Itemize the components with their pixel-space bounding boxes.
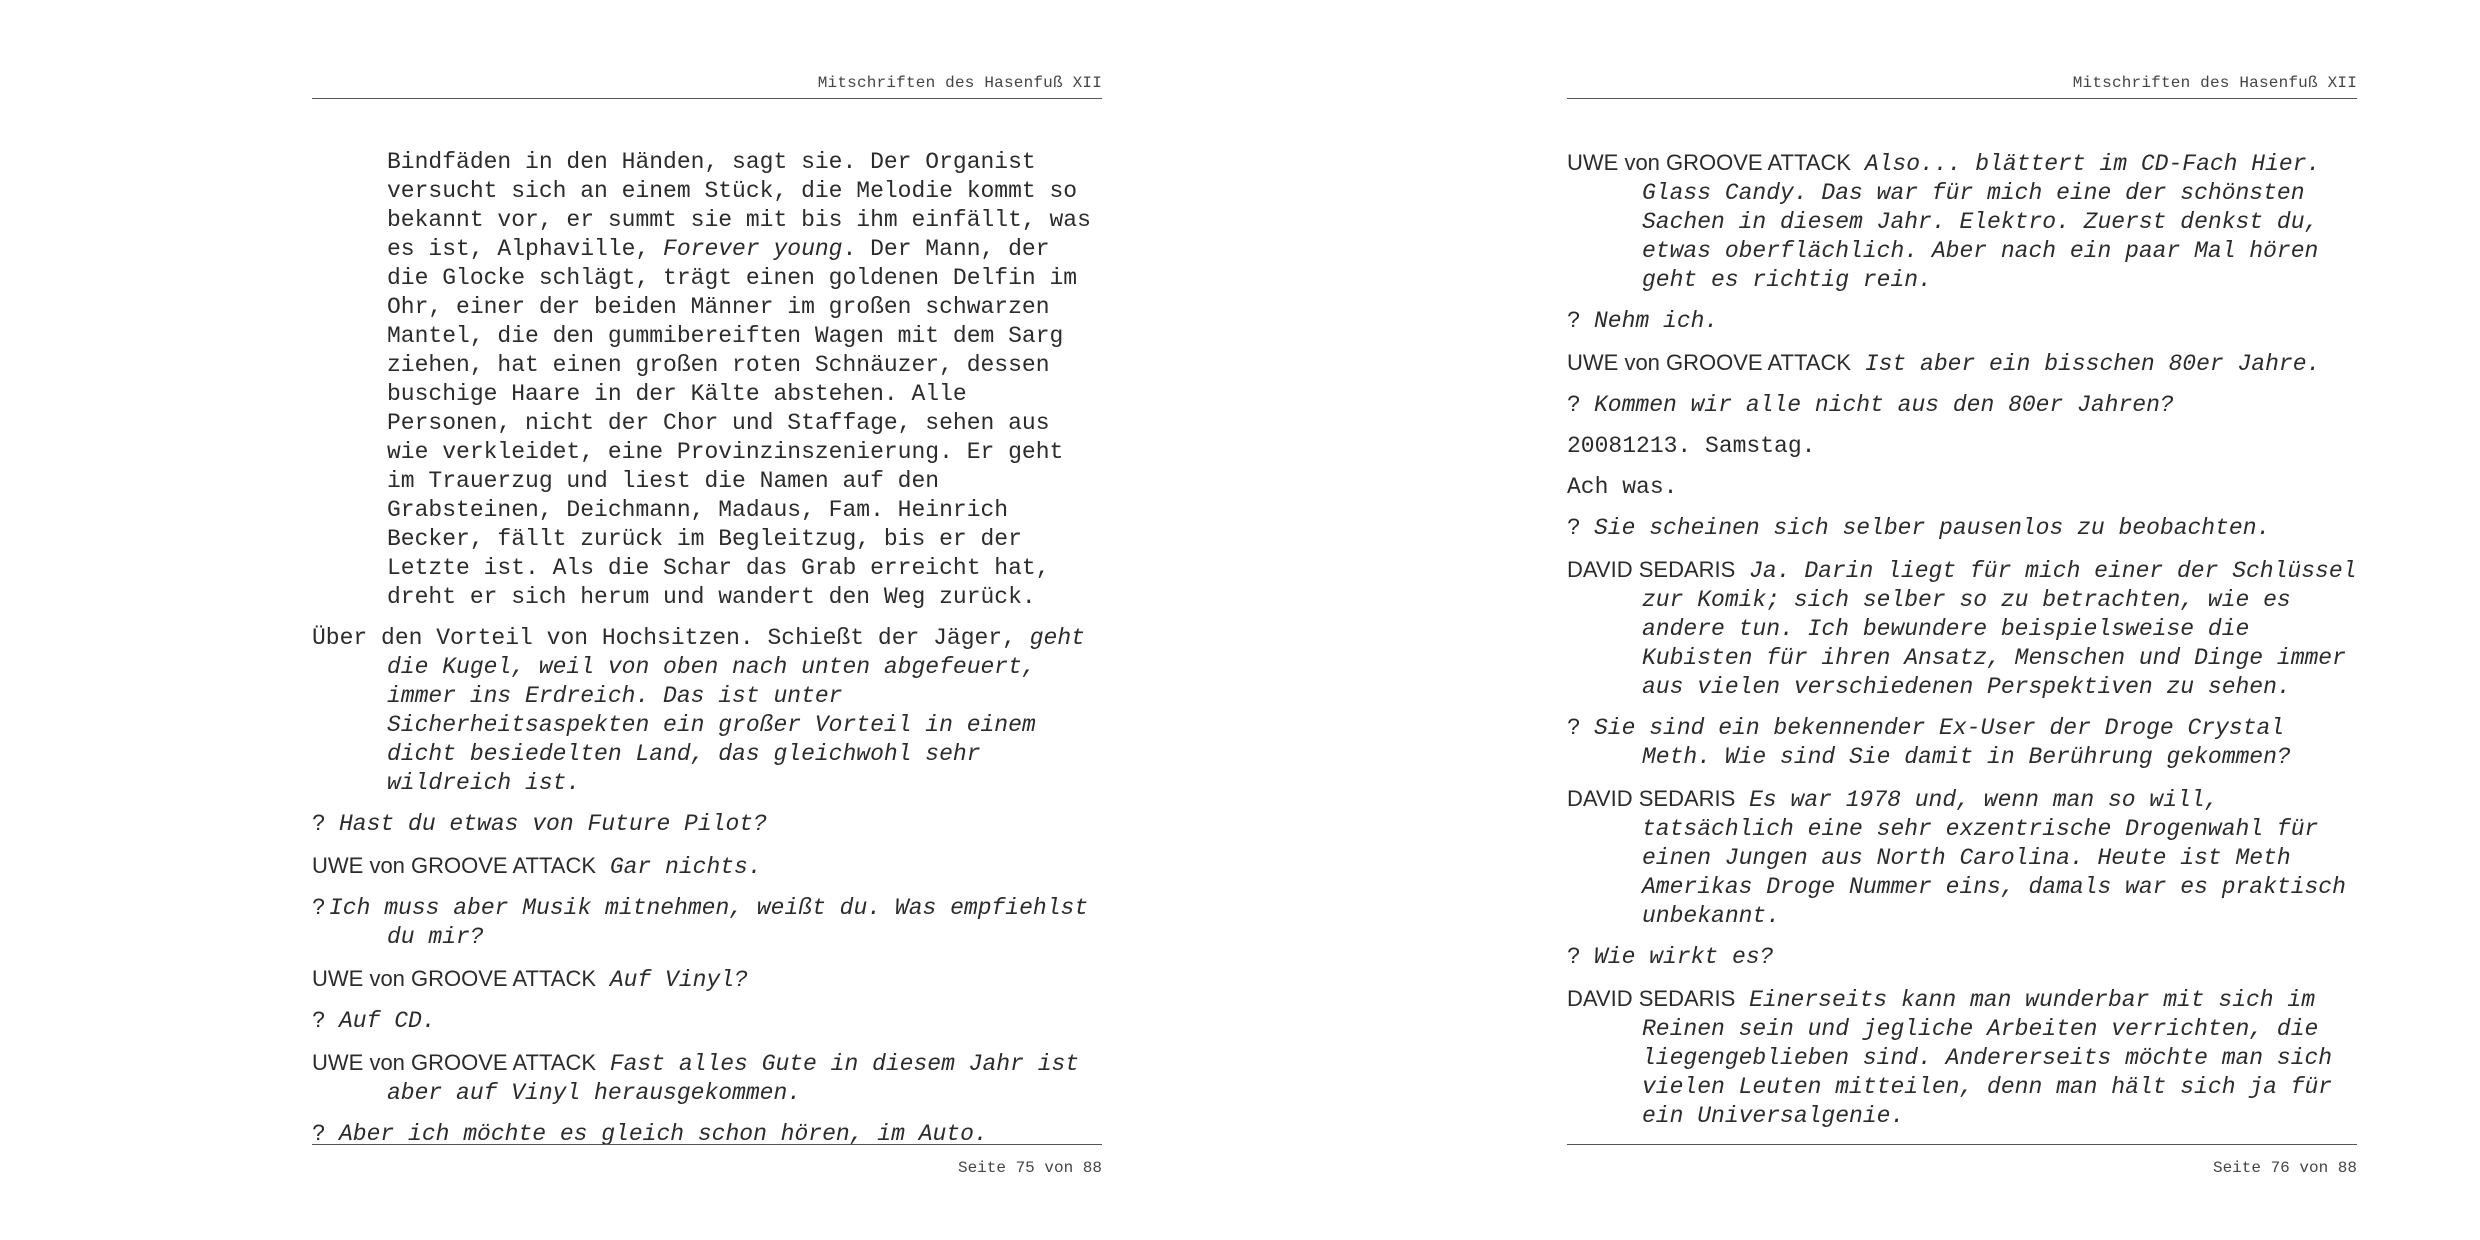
- question: [1567, 943, 2357, 972]
- answer-text: Fast alles Gute in diesem Jahr ist aber auf Vinyl herausgekommen.: [387, 1051, 1080, 1106]
- left-page: [312, 0, 1102, 1240]
- question-text: Hast du etwas von Future Pilot?: [339, 811, 767, 837]
- question: [1567, 307, 2357, 336]
- answer-text: Hier. Glass Candy. Das war für mich eine der schönsten Sachen in diesem Jahr. Elektro. Zuerst denkst du, etwas oberflächlich. Aber nach ein paar Mal hören geht es richtig rein.: [1642, 151, 2321, 293]
- speaker-name: UWE von GROOVE ATTACK: [312, 966, 597, 991]
- paragraph: [312, 624, 1102, 798]
- question-text: Sie scheinen sich selber pausenlos zu beobachten.: [1594, 515, 2271, 541]
- question-mark: ?: [1567, 944, 1581, 970]
- speaker-name: UWE von GROOVE ATTACK: [1567, 150, 1852, 175]
- page-number: Seite 75 von 88: [957, 1159, 1102, 1177]
- answer: [312, 851, 1102, 882]
- answer-text: Ja. Darin liegt für mich einer der Schlüssel zur Komik; sich selber so zu betrachten, wie es andere tun. Ich bewundere beispielsweise die Kubisten für ihren Ansatz, Menschen und Dinge immer aus vielen verschiedenen Perspektiven zu sehen.: [1642, 558, 2357, 700]
- question-mark: ?: [1567, 515, 1581, 541]
- note: [1567, 473, 2357, 502]
- running-header: Mitschriften des Hasenfuß XII: [817, 74, 1102, 92]
- question: [312, 810, 1102, 839]
- speaker-name: DAVID SEDARIS: [1567, 986, 1736, 1011]
- answer: [1567, 984, 2357, 1131]
- question: [1567, 391, 2357, 420]
- page-number: Seite 76 von 88: [2212, 1159, 2357, 1177]
- note-text: Ach was.: [1567, 474, 1678, 500]
- question-text: Sie sind ein bekennender Ex-User der Droge Crystal Meth. Wie sind Sie damit in Berührung gekommen?: [1594, 715, 2291, 770]
- answer-text: Ist aber ein bisschen 80er Jahre.: [1864, 351, 2321, 377]
- page-body: [1567, 148, 2357, 1143]
- question-mark: ?: [1567, 715, 1581, 741]
- question-mark: ?: [1567, 308, 1581, 334]
- date-entry: [1567, 432, 2357, 461]
- speaker-name: UWE von GROOVE ATTACK: [312, 853, 597, 878]
- answer-text: Also... blättert im CD-Fach: [1864, 151, 2252, 177]
- running-header: Mitschriften des Hasenfuß XII: [2072, 74, 2357, 92]
- speaker-name: UWE von GROOVE ATTACK: [1567, 350, 1852, 375]
- speaker-name: DAVID SEDARIS: [1567, 557, 1736, 582]
- page-body: [312, 148, 1102, 1161]
- question-text: Auf CD.: [339, 1008, 436, 1034]
- answer: [312, 1048, 1102, 1108]
- question-mark: ?: [312, 1008, 326, 1034]
- paragraph-text: . Der Mann, der die Glocke schlägt, trägt einen goldenen Delfin im Ohr, einer der beiden Männer im großen schwarzen Mantel, die den gummibereiften Wagen mit dem Sarg ziehen, hat einen großen roten Schnäuzer, dessen buschige Haare in der Kälte abstehen. Alle Personen, nicht der Chor und Staffage, sehen aus wie verkleidet, eine Provinzinszenierung. Er geht im Trauerzug und liest die Namen auf den Grabsteinen, Deichmann, Madaus, Fam. Heinrich Becker, fällt zurück im Begleitzug, bis er der Letzte ist. Als die Schar das Grab erreicht hat, dreht er sich herum und wandert den Weg zurück.: [387, 236, 1078, 610]
- answer: [1567, 148, 2357, 295]
- speaker-name: DAVID SEDARIS: [1567, 786, 1736, 811]
- answer-text: Gar nichts.: [609, 854, 762, 880]
- question-mark: ?: [312, 895, 326, 921]
- header-rule: [312, 98, 1102, 99]
- answer-text: Es war 1978 und, wenn man so will, tatsächlich eine sehr exzentrische Drogenwahl für einen Jungen aus North Carolina. Heute ist Meth Amerikas Droge Nummer eins, damals war es praktisch unbekannt.: [1642, 787, 2346, 929]
- answer: [1567, 784, 2357, 931]
- question: [1567, 714, 2357, 772]
- song-title: Forever young: [663, 236, 843, 262]
- paragraph-text: Bindfäden in den Händen, sagt sie. Der Organist versucht sich an einem Stück, die Melodie kommt so bekannt vor, er summt sie mit bis ihm einfällt, was es ist, Alphaville,: [387, 149, 1091, 262]
- footer-rule: [312, 1144, 1102, 1145]
- question-text: Kommen wir alle nicht aus den 80er Jahren?: [1594, 392, 2174, 418]
- paragraph: [312, 148, 1102, 612]
- right-page: [1567, 0, 2357, 1240]
- answer-text: Einerseits kann man wunderbar mit sich im Reinen sein und jegliche Arbeiten verrichten, die liegengeblieben sind. Andererseits möchte man sich vielen Leuten mitteilen, denn man hält sich ja für ein Universalgenie.: [1642, 987, 2333, 1129]
- quote-text: geht die Kugel, weil von oben nach unten abgefeuert, immer ins Erdreich. Das ist unter Sicherheitsaspekten ein großer Vorteil in einem dicht besiedelten Land, das gleichwohl sehr wildreich ist.: [387, 625, 1085, 796]
- question-mark: ?: [1567, 392, 1581, 418]
- question: [312, 894, 1102, 952]
- question-text: Wie wirkt es?: [1594, 944, 1774, 970]
- question: [1567, 514, 2357, 543]
- header-rule: [1567, 98, 2357, 99]
- question-text: Ich muss aber Musik mitnehmen, weißt du. Was empfiehlst du mir?: [329, 895, 1089, 950]
- date-text: 20081213. Samstag.: [1567, 433, 1816, 459]
- question-text: Aber ich möchte es gleich schon hören, im Auto.: [339, 1121, 988, 1147]
- question-text: Nehm ich.: [1594, 308, 1719, 334]
- footer-rule: [1567, 1144, 2357, 1145]
- answer-text: Auf Vinyl?: [609, 967, 748, 993]
- question-mark: ?: [312, 1121, 326, 1147]
- question-mark: ?: [312, 811, 326, 837]
- answer: [1567, 348, 2357, 379]
- paragraph-text: Über den Vorteil von Hochsitzen. Schießt der Jäger,: [312, 625, 1030, 651]
- question: [312, 1007, 1102, 1036]
- answer: [312, 964, 1102, 995]
- answer: [1567, 555, 2357, 702]
- speaker-name: UWE von GROOVE ATTACK: [312, 1050, 597, 1075]
